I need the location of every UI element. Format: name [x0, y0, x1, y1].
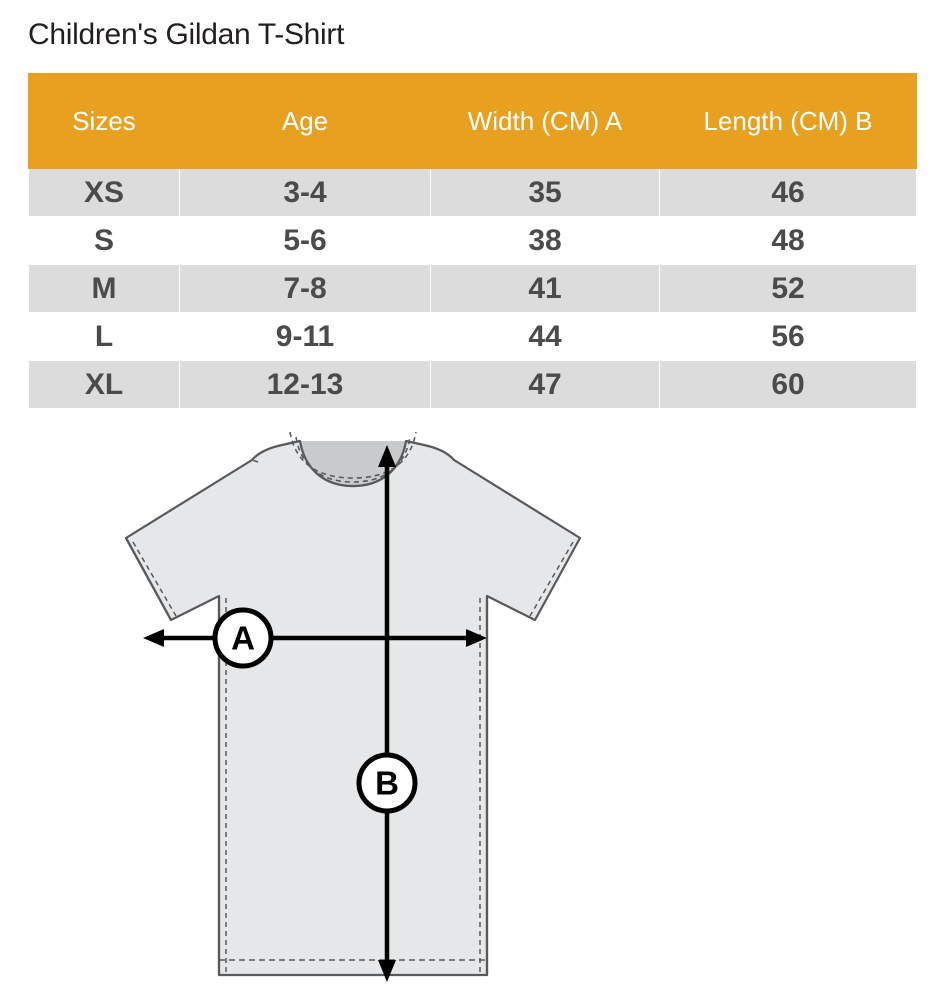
width-marker-label: A [231, 619, 255, 657]
table-row [29, 361, 917, 409]
column-header-sizes: Sizes [29, 74, 180, 169]
cell-length: 56 [660, 313, 917, 361]
table-header [29, 74, 917, 169]
cell-age: 5-6 [180, 217, 431, 265]
cell-length: 60 [660, 361, 917, 409]
size-chart-table [28, 73, 917, 409]
column-header-length: Length (CM) B [660, 74, 917, 169]
cell-width: 47 [431, 361, 660, 409]
cell-age: 3-4 [180, 169, 431, 217]
cell-age: 12-13 [180, 361, 431, 409]
table-row [29, 313, 917, 361]
cell-width: 41 [431, 265, 660, 313]
width-marker-badge [215, 610, 271, 666]
cell-width: 35 [431, 169, 660, 217]
cell-length: 48 [660, 217, 917, 265]
cell-width: 44 [431, 313, 660, 361]
page-title: Children's Gildan T-Shirt [28, 18, 345, 51]
table-row [29, 217, 917, 265]
column-header-age: Age [180, 74, 431, 169]
length-marker-label: B [375, 764, 399, 802]
cell-age: 7-8 [180, 265, 431, 313]
cell-length: 52 [660, 265, 917, 313]
cell-size: S [29, 217, 180, 265]
cell-width: 38 [431, 217, 660, 265]
table-row [29, 169, 917, 217]
column-header-width: Width (CM) A [431, 74, 660, 169]
cell-size: M [29, 265, 180, 313]
cell-length: 46 [660, 169, 917, 217]
tshirt-diagram [0, 420, 940, 1007]
table-row [29, 265, 917, 313]
cell-size: L [29, 313, 180, 361]
length-marker-badge [359, 755, 415, 811]
cell-size: XL [29, 361, 180, 409]
tshirt-outline-icon [126, 432, 580, 976]
cell-size: XS [29, 169, 180, 217]
table-header-row [29, 74, 917, 169]
cell-age: 9-11 [180, 313, 431, 361]
table-body [29, 169, 917, 409]
